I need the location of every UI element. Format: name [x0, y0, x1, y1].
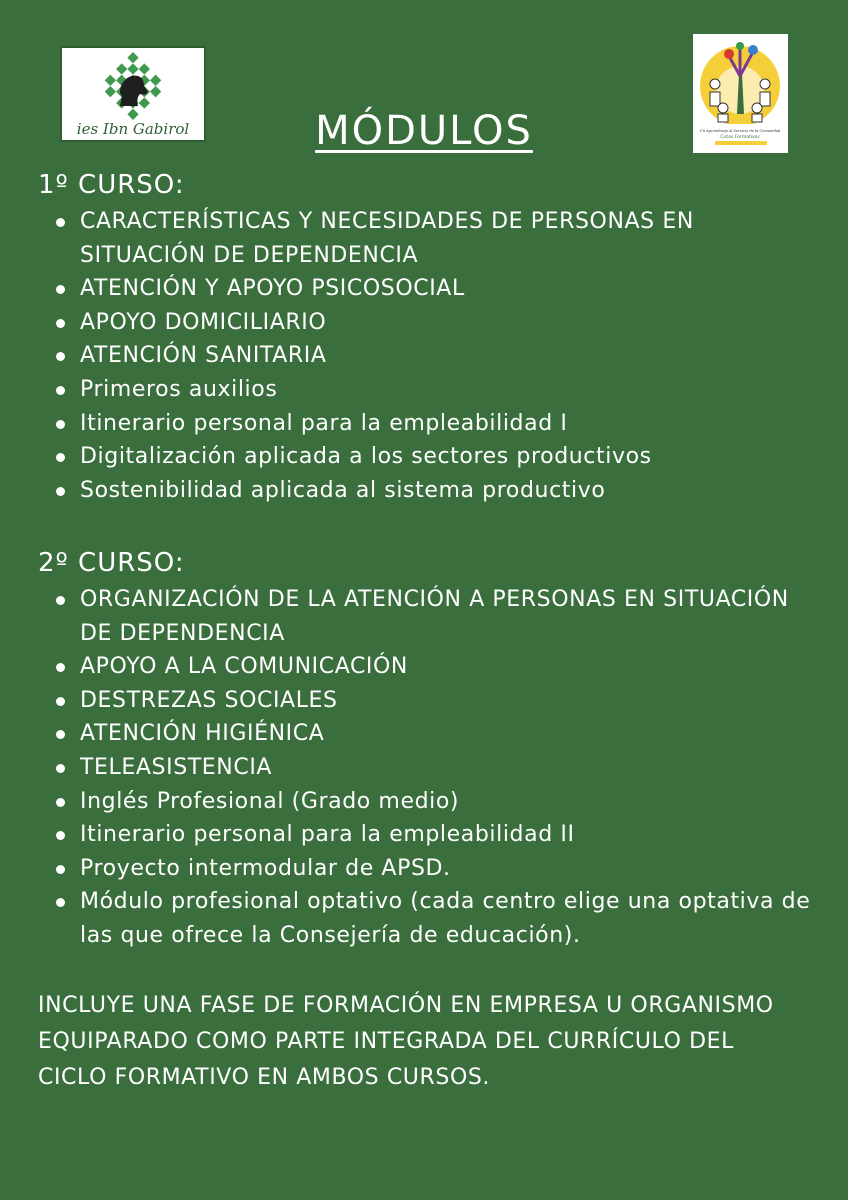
course1-heading: 1º CURSO:: [38, 170, 185, 200]
list-item: Sostenibilidad aplicada al sistema productivo: [52, 474, 812, 508]
school-logo-text: ies Ibn Gabirol: [76, 120, 190, 138]
course1-module-list: [52, 205, 812, 507]
footer-note: INCLUYE UNA FASE DE FORMACIÓN EN EMPRESA U ORGANISMO EQUIPARADO COMO PARTE INTEGRADA DEL CURRÍCULO DEL CICLO FORMATIVO EN AMBOS CURSOS.: [38, 993, 774, 1090]
list-item: Itinerario personal para la empleabilidad I: [52, 407, 812, 441]
program-logo-sub: Ciclos Formativos: [720, 135, 760, 140]
list-item: DESTREZAS SOCIALES: [52, 684, 812, 718]
list-item: Itinerario personal para la empleabilidad II: [52, 818, 812, 852]
course2-heading: 2º CURSO:: [38, 548, 185, 578]
list-item: APOYO A LA COMUNICACIÓN: [52, 650, 812, 684]
list-item: ATENCIÓN HIGIÉNICA: [52, 717, 812, 751]
list-item: APOYO DOMICILIARIO: [52, 306, 812, 340]
list-item: ATENCIÓN Y APOYO PSICOSOCIAL: [52, 272, 812, 306]
list-item: ATENCIÓN SANITARIA: [52, 339, 812, 373]
course2-module-list: [52, 583, 812, 953]
list-item: Digitalización aplicada a los sectores productivos: [52, 440, 812, 474]
list-item: Inglés Profesional (Grado medio): [52, 785, 812, 819]
list-item: Primeros auxilios: [52, 373, 812, 407]
list-item: TELEASISTENCIA: [52, 751, 812, 785]
list-item: CARACTERÍSTICAS Y NECESIDADES DE PERSONAS EN SITUACIÓN DE DEPENDENCIA: [52, 205, 812, 272]
list-item: Módulo profesional optativo (cada centro elige una optativa de las que ofrece la Consejería de educación).: [52, 885, 812, 952]
page-title: MÓDULOS: [315, 108, 533, 154]
program-logo-caption: Un Aprendizaje al Servicio de la Comunidad: [699, 129, 781, 133]
list-item: ORGANIZACIÓN DE LA ATENCIÓN A PERSONAS EN SITUACIÓN DE DEPENDENCIA: [52, 583, 812, 650]
list-item: Proyecto intermodular de APSD.: [52, 852, 812, 886]
